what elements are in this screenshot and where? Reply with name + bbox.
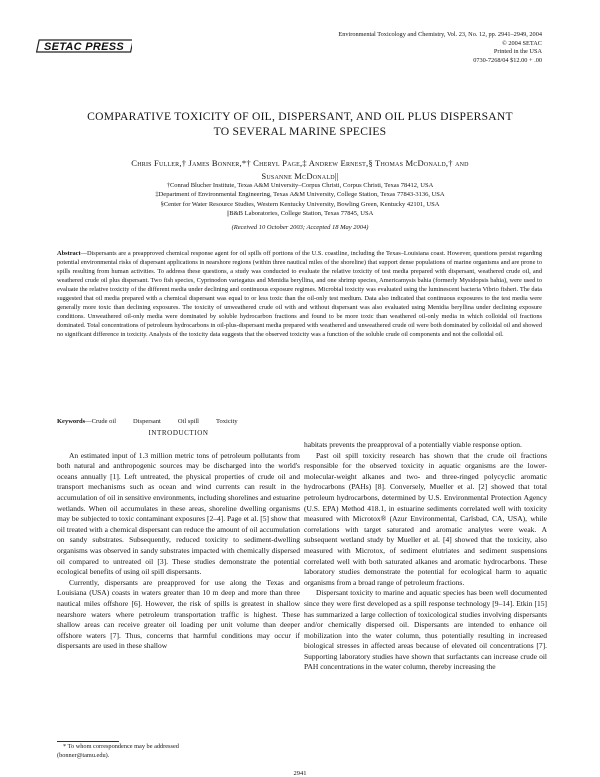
intro-paragraph-3: habitats prevents the preapproval of a potentially viable response option. [304, 440, 522, 449]
intro-paragraph-4: Past oil spill toxicity research has shown that the crude oil fractions responsible for the observed toxicity in aquatic organisms are the lower-molecular-weight alkanes and two- and three-ringed polycyclic aromatic hydrocarbons (PAHs) [8]. Conversely, Mueller et al. [2] showed that total petroleum hydrocarbons, determined by U.S. Environmental Protection Agency (U.S. EPA) Method 418.1, in estuarine sediments correlated well with toxicity measured with Microtox® (Azur Environmental, Carlsbad, CA, USA), while correlations with target saturated and aromatic analytes were weak. A subsequent wetland study by Mueller et al. [4] showed that the toxicity, also measured with Microtox, of sediment elutriates and sediment suspensions correlated well with both saturated alkanes and aromatic hydrocarbons. These laboratory studies demonstrate the potential for ecological harm to aquatic organisms from a broad range of petroleum fractions. [304, 450, 547, 587]
title-line-1: COMPARATIVE TOXICITY OF OIL, DISPERSANT, AND OIL PLUS DISPERSANT [87, 110, 513, 123]
printed-line: Printed in the USA [493, 48, 542, 56]
section-heading-introduction: INTRODUCTION [148, 429, 209, 437]
left-column [57, 428, 300, 652]
intro-paragraph-5: Dispersant toxicity to marine and aquatic species has been well documented since they were first developed as a spill response technology [9–14]. Etkin [15] has summarized a large collection of toxicological studies involving dispersants and/or chemically dispersed oil. Dispersants are intended to enhance oil mobilization into the water column, thus potentially resulting in increased biological stresses in affected areas because of elevated oil concentrations [7]. Supporting laboratory studies have shown that surfactants can increase crude oil PAH concentrations in the water column, thereby increasing the [304, 588, 547, 672]
affiliation-2: ‡Department of Environmental Engineering, Texas A&M University, College Station, Texas 77843-3136, USA [155, 191, 445, 199]
author-list [40, 157, 560, 182]
keyword-2: Dispersant [133, 418, 161, 425]
keyword-1: —Crude oil [85, 418, 117, 425]
copyright-line: © 2004 SETAC [502, 39, 542, 47]
affiliations [40, 181, 560, 218]
abstract [57, 250, 542, 340]
authors-line-1: Chris Fuller,† James Bonner,*† Cheryl Page,‡ Andrew Ernest,§ Thomas McDonald,† and [131, 158, 469, 168]
affiliation-3: §Center for Water Resource Studies, Western Kentucky University, Bowling Green, Kentucky 42101, USA [160, 200, 440, 208]
issn-price-line: 0730-7268/04 $12.00 + .00 [473, 56, 542, 64]
article-title [0, 110, 600, 139]
keyword-4: Toxicity [216, 418, 238, 425]
authors-line-2: Susanne McDonald|| [261, 170, 339, 181]
affiliation-4: ||B&B Laboratories, College Station, Texas 77845, USA [226, 209, 374, 217]
abstract-text: —Dispersants are a preapproved chemical response agent for oil spills off portions of the U.S. coastline, including the Texas–Louisiana coast. However, questions persist regarding potential environmental risks of dispersant applications in nearshore regions (within three nautical miles of the shoreline) that support dense populations of marine organisms and are prone to spills resulting from human activities. To address these questions, a study was conducted to evaluate the relative toxicity of test media prepared with dispersant, weathered crude oil, and weathered crude oil plus dispersant. Two fish species, Cyprinodon variegatus and Menidia beryllina, and one shrimp species, Americamysis bahia (formerly Mysidopsis bahia), were used to evaluate the relative toxicity of the different media under declining and continuous exposure regimes. Microbial toxicity was evaluated using the luminescent bacteria Vibrio fisheri. The data suggested that oil media prepared with a chemical dispersant was equal to or less toxic than the oil-only test medium. Data also indicated that continuous exposures to the test media were generally more toxic than declining exposures. The toxicity of unweathered crude oil with and without dispersant was also evaluated using Menidia beryllina under declining exposure conditions. Unweathered oil-only media were dominated by soluble hydrocarbon fractions and found to be more toxic than weathered oil-only media in which colloidal oil fractions dominated. Total concentrations of petroleum hydrocarbons in oil-plus-dispersant media prepared with weathered and unweathered crude oil were both dominated by colloidal oil and showed no significant difference in toxicity. Analysis of the toxicity data suggests that the observed toxicity was a function of the soluble crude oil components and not the colloidal oil. [57, 250, 542, 338]
affiliation-1: †Conrad Blucher Institute, Texas A&M University–Corpus Christi, Corpus Christi, Texas 78412, USA [166, 182, 434, 189]
keywords-label: Keywords [57, 418, 86, 425]
footnote-line-1: * To whom correspondence may be addressed [63, 743, 179, 750]
received-accepted-dates: (Received 10 October 2003; Accepted 18 May 2004) [231, 224, 369, 231]
keyword-3: Oil spill [177, 418, 199, 425]
footnote-line-2: (bonner@tamu.edu). [57, 751, 110, 759]
page-number: 2941 [293, 770, 307, 777]
title-line-2: TO SEVERAL MARINE SPECIES [213, 124, 387, 138]
svg-text:SETAC PRESS: SETAC PRESS [43, 41, 125, 53]
journal-citation-header [242, 31, 542, 65]
journal-citation: Environmental Toxicology and Chemistry, Vol. 23, No. 12, pp. 2941–2949, 2004 [338, 31, 542, 38]
intro-paragraph-2: Currently, dispersants are preapproved for use along the Texas and Louisiana (USA) coasts in waters greater than 10 m deep and more than three nautical miles offshore [6]. However, the risk of spills is greatest in shallow nearshore waters where petroleum transportation traffic is highest. These shallow areas can receive greater oil loading per unit volume than deeper offshore waters [7]. Thus, concerns that harmful conditions may occur if dispersants are used in these shallow [57, 577, 300, 651]
setac-press-logo [36, 36, 132, 56]
keywords [57, 418, 238, 425]
footnote-rule [57, 741, 119, 742]
footnote [57, 743, 300, 760]
abstract-label: Abstract [57, 250, 81, 257]
intro-paragraph-1: An estimated input of 1.3 million metric tons of petroleum pollutants from both natural and anthropogenic sources may be discharged into the world's oceans annually [1]. Left untreated, the physical properties of crude oil and transport mechanisms such as ocean and wind currents can result in the accumulation of oil in sensitive environments, including shorelines and estuarine wetlands. When oil accumulates in these areas, shoreline dwelling organisms may be subjected to toxic contaminant exposures [2–4]. Page et al. [5] show that oil treated with a chemical dispersant can reduce the amount of oil accumulation on sandy substrates. Subsequently, reduced toxicity to sediment-dwelling organisms was observed in sandy substrates impacted with chemically dispersed oil compared to untreated oil [3]. These studies demonstrate the potential ecological benefits of using oil spill dispersants. [57, 450, 300, 577]
right-column [304, 440, 547, 673]
